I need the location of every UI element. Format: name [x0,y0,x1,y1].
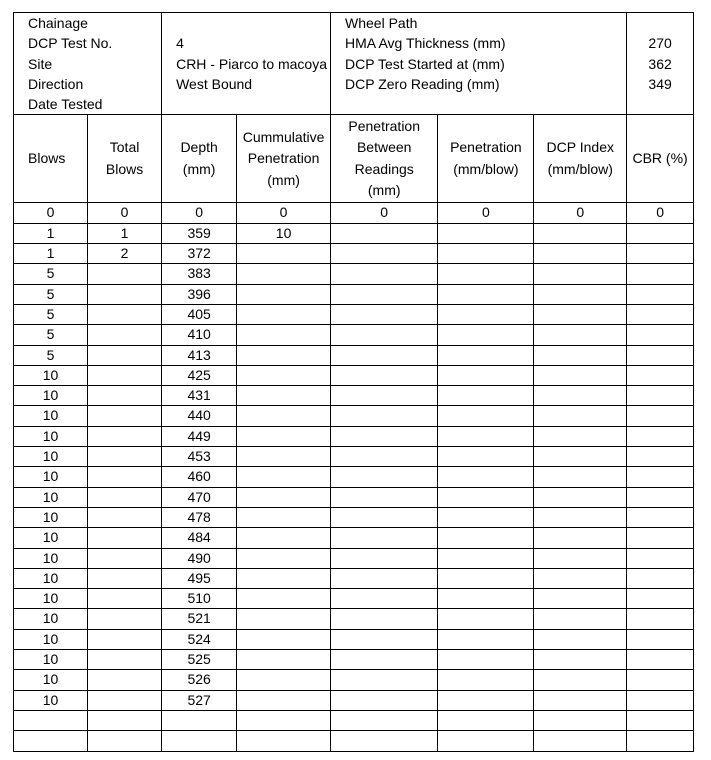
cell-blows [14,731,88,751]
cell-pen-rate [438,507,534,527]
cell-pen-rate: 0 [438,203,534,223]
column-header-line: Readings [354,160,414,177]
table-row [14,325,694,345]
cell-cum-pen [237,244,331,264]
cell-total-blows: 2 [88,244,162,264]
zero-reading-value: 349 [648,75,672,92]
cell-cum-pen [237,710,331,730]
cell-blows: 10 [14,589,88,609]
cell-cum-pen [237,406,331,426]
cell-cum-pen [237,731,331,751]
cell-cbr [627,650,694,670]
header-block [14,13,694,115]
table-row [14,467,694,487]
cell-pen-between [331,264,438,284]
cell-depth: 527 [162,690,237,710]
table-row [14,223,694,243]
cell-depth: 0 [162,203,237,223]
cell-pen-between [331,447,438,467]
table-row [14,710,694,730]
cell-cbr [627,284,694,304]
cell-pen-between [331,345,438,365]
cell-cbr [627,487,694,507]
table-row [14,426,694,446]
cell-pen-between [331,731,438,751]
cell-blows: 10 [14,386,88,406]
cell-dcp-index [534,426,627,446]
cell-blows: 1 [14,223,88,243]
cell-total-blows [88,467,162,487]
cell-total-blows [88,487,162,507]
column-header-dcp-index [534,115,627,203]
column-headers [14,115,694,203]
cell-pen-rate [438,670,534,690]
cell-cum-pen [237,528,331,548]
cell-pen-rate [438,609,534,629]
cell-total-blows [88,690,162,710]
header-right-values [627,13,694,115]
table-row [14,487,694,507]
cell-depth: 525 [162,650,237,670]
cell-pen-rate [438,690,534,710]
table-row [14,244,694,264]
cell-total-blows [88,365,162,385]
cell-blows: 5 [14,284,88,304]
cell-depth: 495 [162,568,237,588]
column-header-line: Between [356,139,412,156]
cell-cbr [627,629,694,649]
cell-cbr [627,528,694,548]
cell-blows: 1 [14,244,88,264]
cell-total-blows [88,710,162,730]
direction-value: West Bound [176,75,253,92]
cell-cbr [627,589,694,609]
column-header-cum-pen [237,115,331,203]
table-row [14,507,694,527]
table-row [14,528,694,548]
cell-dcp-index [534,264,627,284]
cell-pen-between: 0 [331,203,438,223]
cell-cbr [627,609,694,629]
cell-pen-rate [438,731,534,751]
cell-cum-pen [237,507,331,527]
cell-cum-pen [237,386,331,406]
cell-blows: 10 [14,629,88,649]
cell-pen-between [331,650,438,670]
cell-dcp-index [534,507,627,527]
cell-dcp-index [534,670,627,690]
cell-pen-between [331,467,438,487]
cell-total-blows [88,629,162,649]
table-row [14,589,694,609]
cell-blows: 5 [14,325,88,345]
cell-cbr [627,325,694,345]
cell-depth: 449 [162,426,237,446]
cell-pen-between [331,710,438,730]
column-header-line: Penetration [247,150,320,167]
cell-blows: 10 [14,467,88,487]
cell-pen-between [331,426,438,446]
column-header-cbr [627,115,694,203]
cell-dcp-index [534,223,627,243]
cell-cum-pen [237,650,331,670]
cell-depth: 359 [162,223,237,243]
cell-cum-pen [237,568,331,588]
cell-blows: 10 [14,670,88,690]
cell-cbr [627,710,694,730]
header-left-labels [14,13,162,115]
column-header-line: Blows [28,150,66,167]
cell-cbr [627,223,694,243]
test-started-label: DCP Test Started at (mm) [345,55,505,72]
cell-cbr [627,731,694,751]
cell-depth: 478 [162,507,237,527]
cell-blows: 10 [14,507,88,527]
cell-pen-between [331,670,438,690]
cell-pen-between [331,568,438,588]
cell-dcp-index [534,365,627,385]
cell-cbr [627,507,694,527]
cell-dcp-index [534,568,627,588]
column-header-line: Penetration [450,139,522,156]
table-row [14,548,694,568]
cell-cum-pen [237,589,331,609]
cell-dcp-index [534,650,627,670]
cell-dcp-index [534,325,627,345]
cell-total-blows: 1 [88,223,162,243]
cell-blows: 5 [14,345,88,365]
cell-blows: 10 [14,568,88,588]
dcp-test-sheet [13,12,694,752]
cell-pen-rate [438,406,534,426]
cell-pen-rate [438,426,534,446]
cell-depth: 413 [162,345,237,365]
cell-cum-pen [237,325,331,345]
cell-blows: 10 [14,487,88,507]
table-row [14,386,694,406]
cell-cum-pen: 10 [237,223,331,243]
cell-cum-pen [237,284,331,304]
column-header-line: (mm/blow) [547,160,613,177]
cell-depth: 470 [162,487,237,507]
wheel-path-value [627,13,693,33]
cell-pen-between [331,223,438,243]
cell-pen-rate [438,386,534,406]
cell-pen-rate [438,284,534,304]
column-header-line: Depth [180,139,218,156]
cell-dcp-index: 0 [534,203,627,223]
direction-label: Direction [28,75,84,92]
cell-dcp-index [534,528,627,548]
hma-thickness-value: 270 [648,35,672,52]
cell-total-blows: 0 [88,203,162,223]
cell-blows: 10 [14,426,88,446]
site-label: Site [28,55,53,72]
column-header-line: (mm) [367,182,401,199]
cell-depth: 510 [162,589,237,609]
cell-total-blows [88,568,162,588]
table-row [14,609,694,629]
cell-depth: 521 [162,609,237,629]
cell-dcp-index [534,609,627,629]
cell-depth: 524 [162,629,237,649]
cell-depth: 484 [162,528,237,548]
column-header-pen-rate [438,115,534,203]
cell-cum-pen: 0 [237,203,331,223]
cell-pen-rate [438,244,534,264]
cell-cbr: 0 [627,203,694,223]
cell-depth [162,710,237,730]
cell-cbr [627,244,694,264]
cell-pen-rate [438,223,534,243]
cell-depth: 383 [162,264,237,284]
table-row [14,690,694,710]
chainage-value [176,13,324,33]
zero-reading-label: DCP Zero Reading (mm) [345,75,500,92]
cell-cum-pen [237,365,331,385]
cell-blows: 10 [14,406,88,426]
cell-cbr [627,568,694,588]
cell-total-blows [88,670,162,690]
cell-dcp-index [534,345,627,365]
cell-total-blows [88,406,162,426]
cell-pen-rate [438,304,534,324]
cell-pen-between [331,589,438,609]
test-started-value: 362 [648,55,672,72]
cell-total-blows [88,345,162,365]
cell-pen-between [331,507,438,527]
cell-cbr [627,467,694,487]
cell-pen-rate [438,548,534,568]
cell-blows: 10 [14,690,88,710]
cell-cbr [627,304,694,324]
column-header-line: Total [109,139,140,156]
cell-pen-rate [438,365,534,385]
cell-depth: 396 [162,284,237,304]
cell-total-blows [88,609,162,629]
cell-cum-pen [237,345,331,365]
date-tested-value [176,94,324,114]
column-header-total-blows [88,115,162,203]
cell-total-blows [88,589,162,609]
cell-pen-between [331,406,438,426]
cell-cum-pen [237,426,331,446]
cell-depth: 431 [162,386,237,406]
cell-depth: 453 [162,447,237,467]
table-row [14,731,694,751]
column-header-line: Cummulative [242,128,325,145]
cell-pen-rate [438,487,534,507]
table-row [14,406,694,426]
cell-cbr [627,264,694,284]
cell-pen-between [331,386,438,406]
column-header-line: (mm) [182,160,216,177]
cell-cbr [627,447,694,467]
date-tested-label: Date Tested [28,96,103,113]
cell-depth: 440 [162,406,237,426]
cell-pen-rate [438,568,534,588]
cell-cum-pen [237,467,331,487]
cell-blows: 10 [14,447,88,467]
cell-blows: 5 [14,264,88,284]
cell-pen-rate [438,629,534,649]
header-left-values [162,13,331,115]
cell-total-blows [88,264,162,284]
cell-total-blows [88,304,162,324]
column-header-depth [162,115,237,203]
cell-depth: 425 [162,365,237,385]
column-header-line: CBR (%) [632,150,688,167]
cell-pen-rate [438,467,534,487]
wheel-path-label: Wheel Path [345,15,418,31]
cell-dcp-index [534,284,627,304]
table-row [14,203,694,223]
cell-depth [162,731,237,751]
header-right-labels [331,13,627,115]
column-header-pen-between [331,115,438,203]
cell-blows: 5 [14,304,88,324]
cell-pen-rate [438,650,534,670]
cell-cum-pen [237,690,331,710]
cell-pen-between [331,365,438,385]
site-value: CRH - Piarco to macoya [176,55,328,72]
cell-cbr [627,406,694,426]
cell-dcp-index [534,731,627,751]
cell-depth: 405 [162,304,237,324]
column-header-line: Blows [105,160,144,177]
cell-total-blows [88,426,162,446]
cell-cbr [627,690,694,710]
cell-dcp-index [534,447,627,467]
cell-blows: 10 [14,548,88,568]
cell-cum-pen [237,487,331,507]
cell-dcp-index [534,467,627,487]
cell-blows: 10 [14,609,88,629]
cell-dcp-index [534,406,627,426]
cell-pen-rate [438,589,534,609]
column-header-line: (mm) [267,171,300,188]
cell-pen-rate [438,345,534,365]
cell-dcp-index [534,710,627,730]
cell-pen-between [331,304,438,324]
cell-cum-pen [237,609,331,629]
cell-total-blows [88,548,162,568]
table-row [14,304,694,324]
cell-cbr [627,365,694,385]
cell-cbr [627,670,694,690]
cell-pen-between [331,284,438,304]
cell-cum-pen [237,548,331,568]
table-row [14,629,694,649]
cell-total-blows [88,447,162,467]
dcp-test-no-label: DCP Test No. [28,35,113,52]
table-row [14,670,694,690]
cell-pen-rate [438,710,534,730]
cell-cbr [627,345,694,365]
cell-total-blows [88,507,162,527]
cell-pen-rate [438,264,534,284]
cell-depth: 410 [162,325,237,345]
cell-depth: 526 [162,670,237,690]
cell-dcp-index [534,548,627,568]
table-row [14,264,694,284]
column-header-line: Penetration [348,117,420,134]
cell-total-blows [88,386,162,406]
cell-total-blows [88,528,162,548]
column-header-line: DCP Index [546,139,614,156]
cell-pen-between [331,548,438,568]
cell-pen-between [331,487,438,507]
chainage-label: Chainage [28,15,88,31]
cell-blows: 10 [14,528,88,548]
table-row [14,345,694,365]
cell-dcp-index [534,304,627,324]
cell-total-blows [88,325,162,345]
cell-blows: 10 [14,650,88,670]
table-row [14,568,694,588]
cell-pen-rate [438,528,534,548]
column-header-line: (mm/blow) [453,160,519,177]
cell-cum-pen [237,264,331,284]
cell-pen-rate [438,447,534,467]
cell-dcp-index [534,244,627,264]
cell-blows: 0 [14,203,88,223]
cell-pen-between [331,629,438,649]
cell-pen-between [331,325,438,345]
table-row [14,447,694,467]
cell-total-blows [88,650,162,670]
table-row [14,284,694,304]
cell-pen-rate [438,325,534,345]
cell-cbr [627,548,694,568]
cell-blows [14,710,88,730]
cell-dcp-index [534,386,627,406]
cell-pen-between [331,244,438,264]
dcp-test-no-value: 4 [176,35,184,52]
cell-total-blows [88,731,162,751]
cell-blows: 10 [14,365,88,385]
cell-cum-pen [237,670,331,690]
cell-cum-pen [237,629,331,649]
cell-depth: 372 [162,244,237,264]
column-header-blows [14,115,88,203]
cell-dcp-index [534,690,627,710]
cell-cbr [627,386,694,406]
cell-dcp-index [534,589,627,609]
cell-cum-pen [237,447,331,467]
cell-pen-between [331,690,438,710]
cell-depth: 460 [162,467,237,487]
cell-pen-between [331,609,438,629]
hma-thickness-label: HMA Avg Thickness (mm) [345,35,506,52]
cell-pen-between [331,528,438,548]
table-row [14,650,694,670]
cell-cbr [627,426,694,446]
cell-dcp-index [534,629,627,649]
table-row [14,365,694,385]
cell-total-blows [88,284,162,304]
cell-dcp-index [534,487,627,507]
cell-cum-pen [237,304,331,324]
cell-depth: 490 [162,548,237,568]
